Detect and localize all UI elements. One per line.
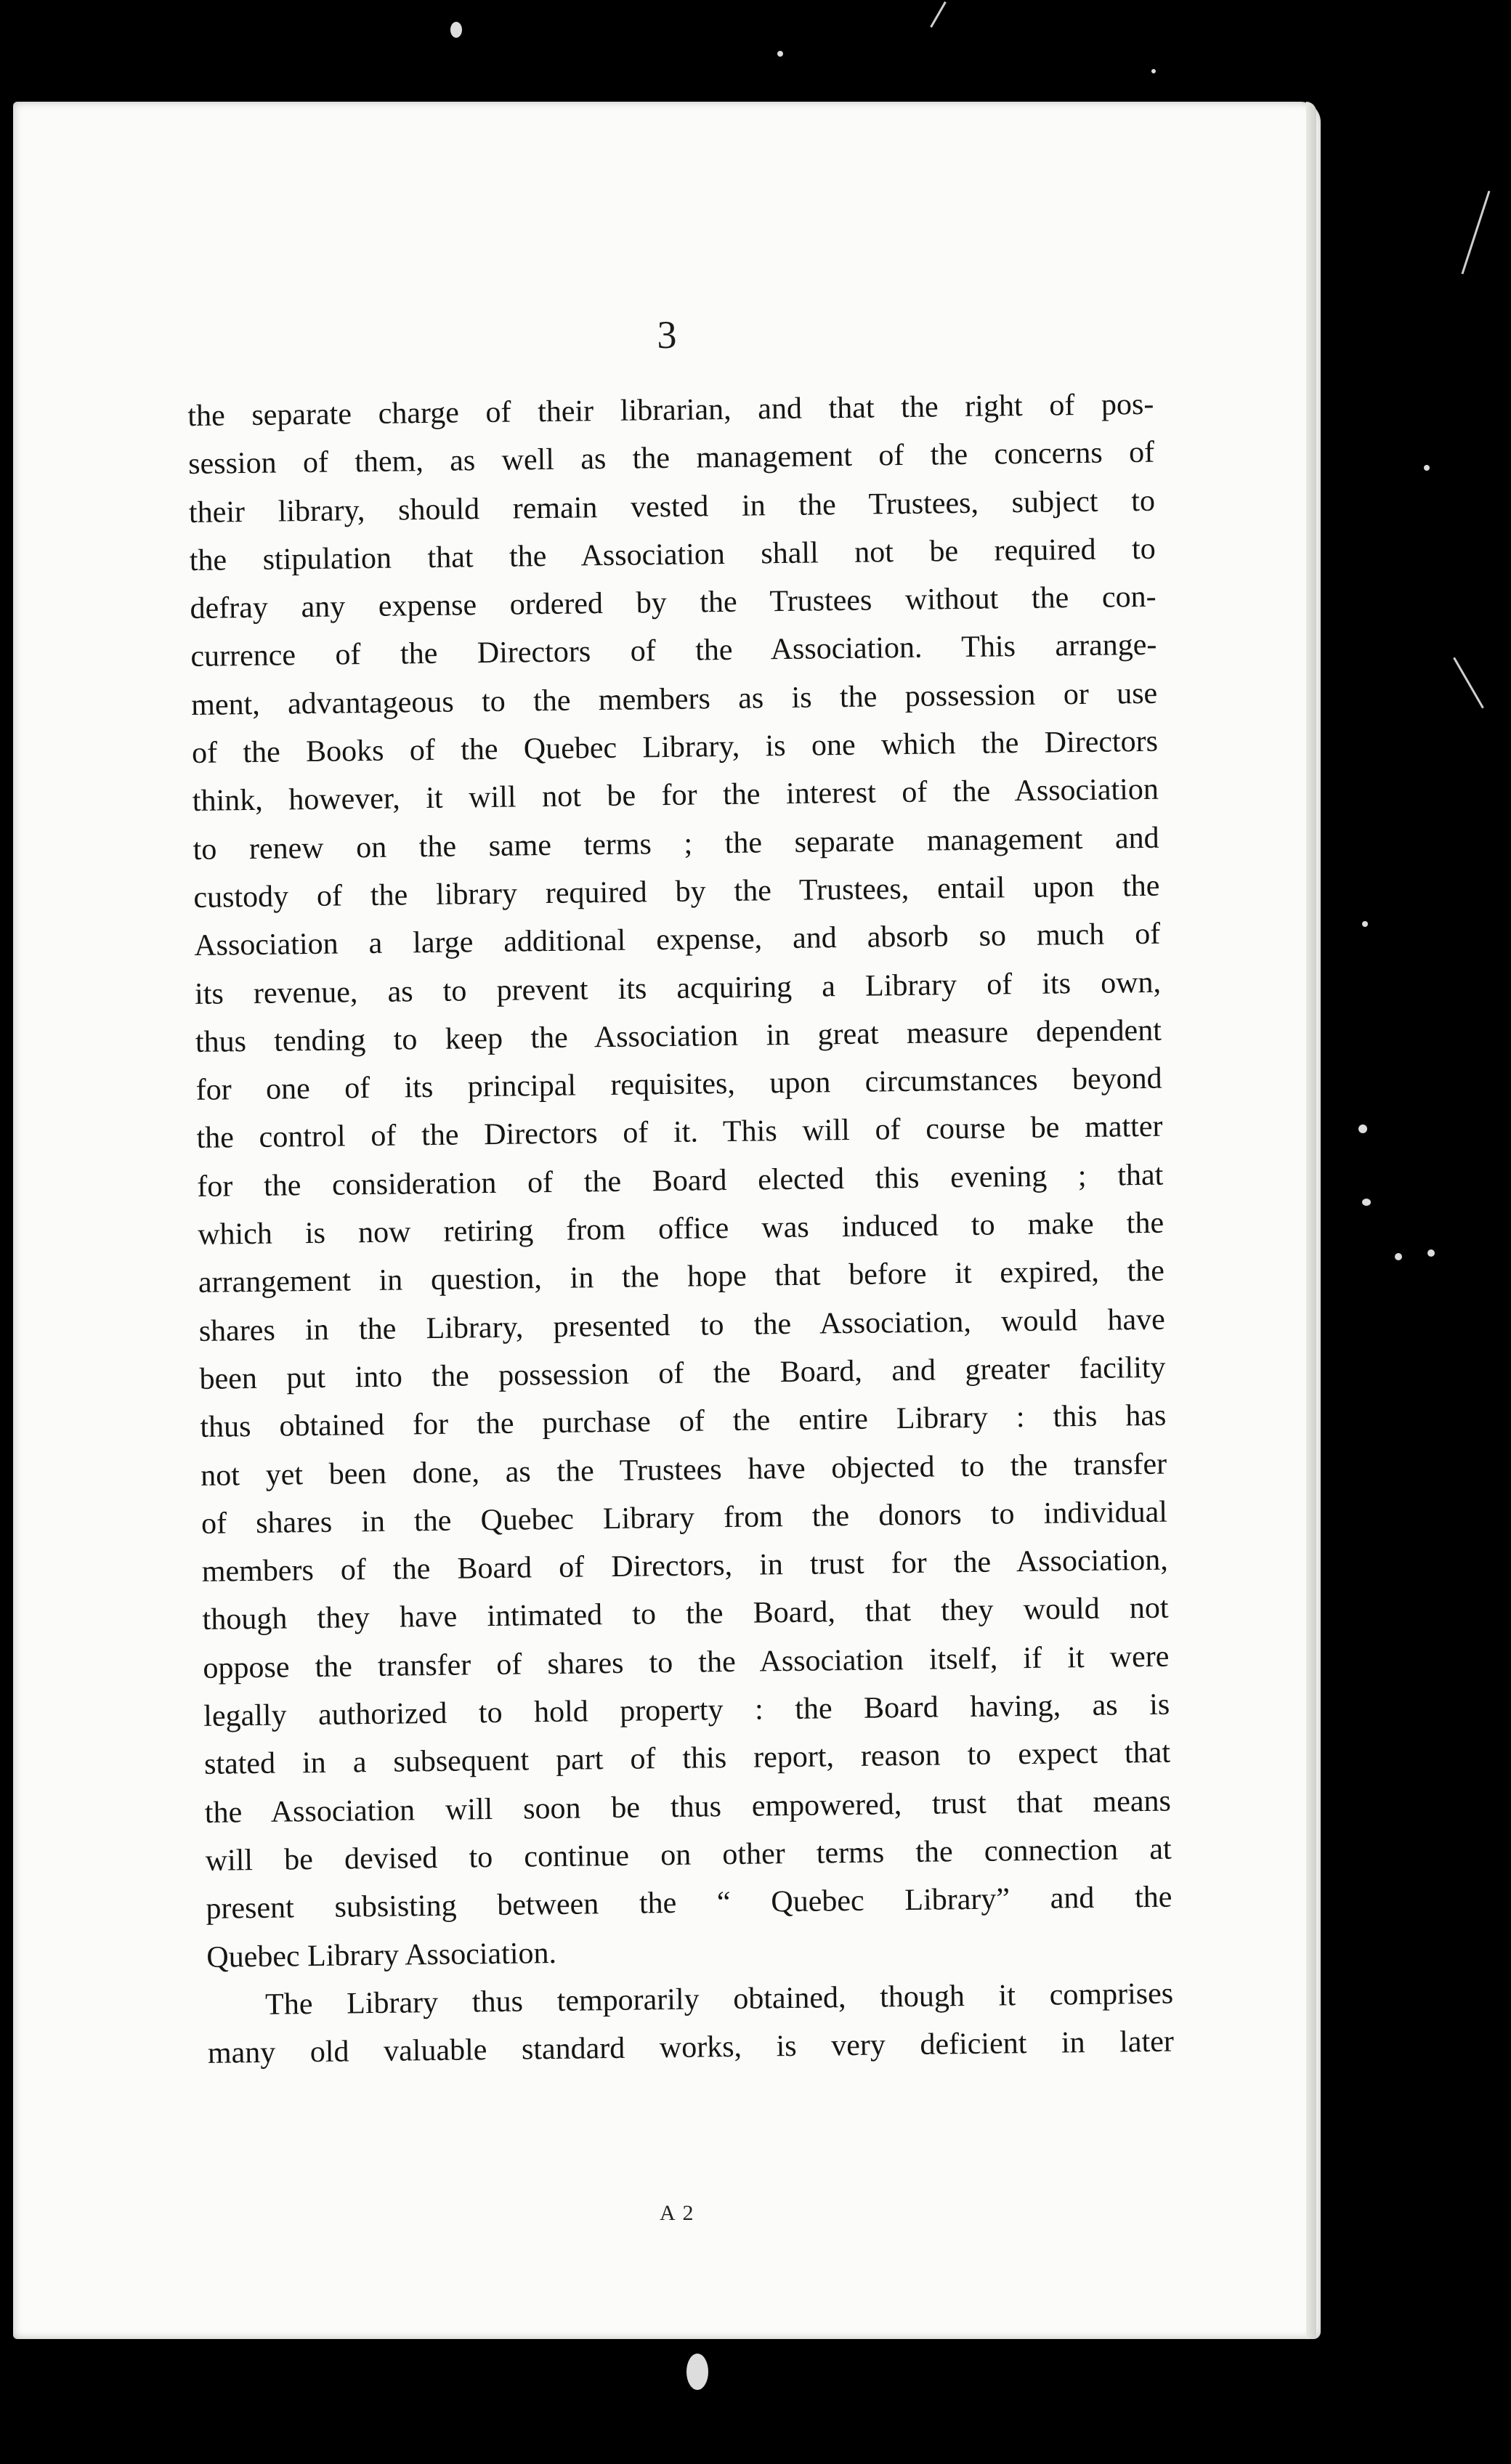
scan-scratch xyxy=(1453,657,1484,709)
scan-speck xyxy=(1151,69,1156,73)
text-line: custody of the library required by the Trustees, entail upon the xyxy=(193,869,1160,915)
text-line: oppose the transfer of shares to the Association itself, if it were xyxy=(203,1640,1170,1685)
text-line: Association a large additional expense, and absorb so much of xyxy=(194,917,1161,963)
text-line: though they have intimated to the Board, that they would not xyxy=(202,1592,1169,1637)
scan-speck xyxy=(686,2354,708,2390)
text-line: of the Books of the Quebec Library, is one which the Directors xyxy=(191,724,1159,771)
scan-speck xyxy=(1395,1253,1402,1260)
book-page xyxy=(13,102,1321,2339)
text-line: its revenue, as to prevent its acquiring a Library of its own, xyxy=(194,965,1162,1011)
scan-speck xyxy=(1427,1249,1435,1257)
text-line: for one of its principal requisites, upon circumstances beyond xyxy=(195,1061,1162,1108)
text-line: their library, should remain vested in the Trustees, subject to xyxy=(188,484,1156,530)
page-edge xyxy=(1306,102,1316,2339)
text-line: for the consideration of the Board elected this evening ; that xyxy=(197,1158,1164,1204)
text-line: to renew on the same terms ; the separate management and xyxy=(193,821,1159,867)
text-line: present subsisting between the “ Quebec Library” and the xyxy=(206,1880,1172,1926)
text-line: stated in a subsequent part of this report, reason to expect that xyxy=(203,1735,1171,1782)
text-line-paragraph-end: Quebec Library Association. xyxy=(206,1936,557,1974)
body-text xyxy=(187,381,1174,2078)
text-line: thus obtained for the purchase of the entire Library : this has xyxy=(200,1398,1167,1445)
text-line: arrangement in question, in the hope that before it expired, the xyxy=(198,1255,1165,1300)
text-line: legally authorized to hold property : the Board having, as is xyxy=(203,1687,1170,1733)
text-line: many old valuable standard works, is very deficient in later xyxy=(207,2025,1175,2070)
text-line: the control of the Directors of it. This will of course be matter xyxy=(196,1110,1163,1156)
scan-speck xyxy=(1362,921,1368,927)
page-number: 3 xyxy=(657,313,677,357)
scan-scratch xyxy=(1462,190,1491,274)
text-line: not yet been done, as the Trustees have objected to the transfer xyxy=(200,1447,1167,1493)
text-line: which is now retiring from office was induced to make the xyxy=(197,1206,1164,1252)
text-line: members of the Board of Directors, in trust for the Association, xyxy=(201,1543,1169,1589)
scan-speck xyxy=(1358,1124,1367,1133)
text-line: been put into the possession of the Board, and greater facility xyxy=(199,1350,1166,1396)
scan-scratch xyxy=(930,1,947,28)
text-line-paragraph-start: The Library thus temporarily obtained, though it comprises xyxy=(264,1977,1174,2022)
text-line: the Association will soon be thus empowered, trust that means xyxy=(204,1784,1172,1830)
scan-speck xyxy=(1362,1199,1371,1206)
text-line: currence of the Directors of the Association. This arrange- xyxy=(190,628,1157,674)
text-line: shares in the Library, presented to the Association, would have xyxy=(198,1302,1165,1348)
scan-speck xyxy=(1424,465,1430,471)
text-line: of shares in the Quebec Library from the donors to individual xyxy=(200,1495,1168,1541)
text-line: ment, advantageous to the members as is the possession or use xyxy=(190,676,1158,722)
text-line: think, however, it will not be for the interest of the Association xyxy=(192,773,1159,819)
text-line: will be devised to continue on other terms the connection at xyxy=(205,1832,1172,1878)
text-line: the stipulation that the Association shall not be required to xyxy=(189,532,1156,578)
text-line: defray any expense ordered by the Trustees without the con- xyxy=(190,580,1156,626)
signature-mark: A 2 xyxy=(660,2201,695,2225)
scan-speck xyxy=(450,22,462,38)
scan-speck xyxy=(777,51,783,57)
text-line: the separate charge of their librarian, and that the right of pos- xyxy=(187,387,1154,433)
text-line: thus tending to keep the Association in great measure dependent xyxy=(195,1013,1162,1059)
text-line: session of them, as well as the management of the concerns of xyxy=(187,436,1155,482)
